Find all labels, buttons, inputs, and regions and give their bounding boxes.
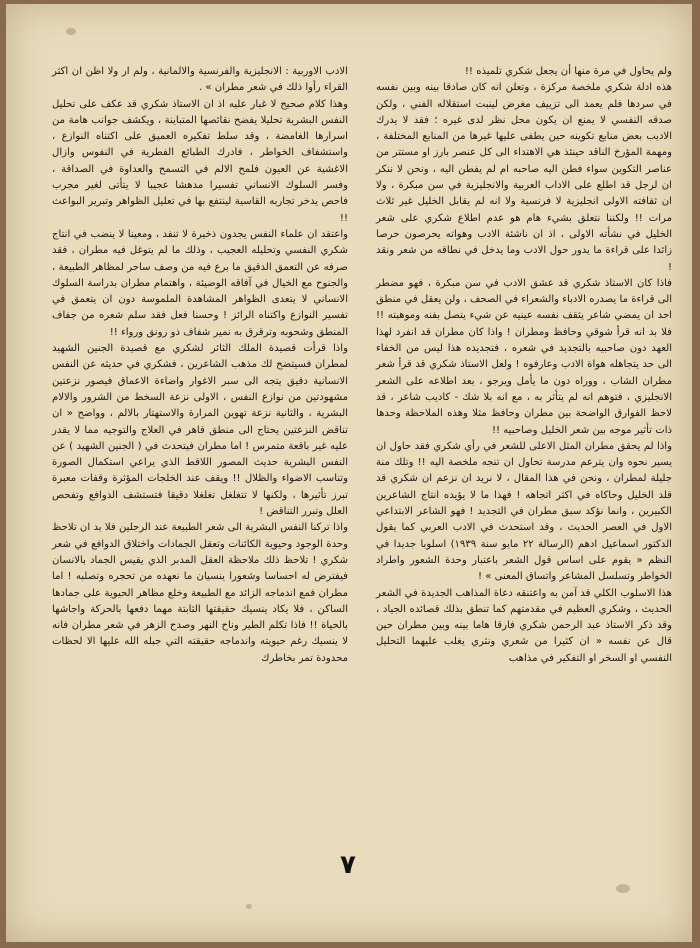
paragraph: هذا الاسلوب الكلي قد آمن به واعتنقه دعاة المذاهب الجديدة في الشعر الحديث ، وشكري العظيم في مقدمتهم كما تنطق بذلك قصائده الجياد ، وقد ذكر الاستاذ عبد الرحمن شكري فارقا هاما بينه وبين مطران حين قال عن نفسه « ان كثيرا من شعري ونثري يغلب عليهما التحليل النفسي او السخر او التفكير في مذاهب	[376, 587, 672, 664]
paragraph: فاذا كان الاستاذ شكري قد عشق الادب في سن مبكرة ، فهو مضطر الى قراءة ما يصدره الادباء والشعراء في الصحف ، ولن يعقل في منطق احد ان يمضي شاعر يثقف نفسه عينيه عن شيء يتصل بفنه وموهبته !! فلا بد انه قرأ شوقي وحافظ ومطران ! واذا كان مطران قد انفرد لهذا العهد دون صاحبيه بالتجديد في شعره ، فتجديده هذا ليس من الخفاء الى حد يتجاهله هواة الادب وعارفوه ! ولعل الاستاذ شكري قد قرأ شعر مطران الشاب ، ووراه دون ما يأمل ويرجو ، بعد اطلاعه على الشعر الانجليزي ، فتوهم انه لم يتأثر به ، مع انه بلا شك - كاديب شاعر ، قد لاحظ الفوارق الواضحة بين مطران وحافظ مثلا وهذه الملاحظة وحدها ذات تأثير موجه بين شعر الخليل وصاحبيه !!	[376, 277, 672, 436]
magazine-page	[6, 4, 692, 942]
paragraph: هذه ادلة شكري ملخصة مركزة ، وتعلن انه كان صادقا بينه وبين نفسه في سردها فلم يعمد الى تزييف مغرض لينبت استقلاله الفني ، ولكن صدقه النفسي لا يمنع ان يكون محل نظر لدى غيره ؛ فقد لا يدرك الاديب بعض منابع تكوينه حين يطفى عليها غيرها من المنابع المختلفة ، ومهمة المؤرخ الناقد حينئذ هي الاهتداء الى كل عنصر بارز او مستتر من عناصر التكوين سواء فطن اليه صاحبه ام لم يفطن اليه ، ونحن لا ننكر ان لرجل قد اطلع على الاداب العربية والانجليزية في سن مبكرة ، ولا ان ثقافته الاولى انجليزية لا فرنسية ولا انه لم يقابل الخليل غير ثلاث مرات !! ولكننا نتعلق بشيء هام هو عدم اطلاع شكري على شعر الخليل في نشأته الاولى ، اذ ان ناشئة الادب وهواته يحرصون حرصا زائدا على قراءة ما يدور حول الادب وما يدخل في نطاقه من شعر ونقد !	[376, 82, 672, 273]
paper-stain	[66, 28, 76, 35]
paragraph: واذا تركنا النفس البشرية الى شعر الطبيعة عند الرجلين فلا بد ان تلاحظ وحدة الوجود وحيوية الكائنات وتعقل الجمادات واختلاق الدوافع في شعر شكري ! تلاحظ ذلك ملاحظة العقل المدبر الذي يقيس الجماد بالانسان فيفترض له احساسا وشعورا ينسيان ما نعهده من تحجره وتصلبه ! اما مطران فمع اندماجه الزائد مع الطبيعة وخلع مظاهر الحيوية على جمادها الساكن ، فلا يكاد ينسيك حقيقتها الثابتة مهما دفعها بالحركة واجاشها بالحياة !! فاذا تكلم الطير وناح النهر وصدح الزهر في شعر مطران فانه لا ينسيك رغم حيويته واندماجه حقيقته التي جبله الله عليها الا لحظات محدودة تمر بخاطرك	[52, 522, 348, 664]
paper-stain	[246, 904, 252, 909]
paragraph: الادب الاوربية : الانجليزية والفرنسية والالمانية ، ولم ار ولا اظن ان اكثر القراء رأوا ذلك في شعر مطران » .	[52, 66, 348, 94]
paragraph: واعتقد ان علماء النفس يجدون ذخيرة لا تنفد ، ومعينا لا ينضب في انتاج شكري النفسي وتحليله العجيب ، وذلك ما لم يتوغل فيه مطران ، فقد صرفه عن التعمق الدقيق ما برع فيه من وصف ساحر لمظاهر الطبيعة ، والجنوح مع الخيال في آفاقه الوضيئة ، واهتمام مطران بدراسة السلوك الانساني لا يتعدى الظواهر المشاهدة الملموسة دون ان يتعمق في تفسير النوازع واكتناه الرائز ! وحسنا فعل فقد سلم شعره من جفاف المنطق وشحوبه وترقرق به نمير شفاف ذو رونق ورواء !!	[52, 228, 348, 338]
right-text-column	[376, 64, 672, 667]
page-number: ٧	[340, 850, 356, 880]
left-text-column	[52, 64, 348, 667]
paragraph: ولم يحاول في مرة منها أن يجعل شكري تلميذه !!	[464, 66, 672, 77]
paragraph: واذا لم يحقق مطران المثل الاعلى للشعر في رأي شكري فقد حاول ان يسير نحوه وان يترعم مدرسة تحاول ان تنجه ملخصة اليه !! وتلك منة جليلة لمطران ، ونحن في هذا المقال ، لا نريد ان نزعم ان شكري قد قلد الخليل وحاكاه في اكثر اتجاهه ! فهذا ما لا يؤيده انتاج الشاعرين الكبيرين ، وانما نؤكد سبق مطران في التجديد ! فهو الشاعر الابتداعي الاول في العصر الحديث ، وقد استحدث في الادب العربي كما يقول الدكتور اسماعيل ادهم (الرسالة ٢٢ مايو سنة ١٩٣٩) اسلوبا جديدا في النظم « يقوم على اساس قول الشعر باعتبار وحدة الشعور واطراد الخواطر وتسلسل المشاعر واتساق المعنى » !	[376, 440, 672, 583]
paragraph: واذا قرأت قصيدة الملك الثائر لشكري مع قصيدة الجنين الشهيد لمطران فسيتضح لك مذهب الشاعرين ، فشكري في حديثه عن النفس الانسانية دقيق يتجه الى سبر الاغوار واضاءة الاعماق فيصور نزعتين مشهودتين من نوازع النفس ، الاولى نزعة السخط من الشرور والالام البشرية ، والثانية نزعة تهوين المرارة والاستهتار بالالم ، وواضح « ان تناقض النزعتين يحتاج الى منطق قاهر في العلاج والتوجيه مما لا يقدر عليه غير باقعة متمرس ! اما مطران فيتحدث في ( الجنين الشهيد ) عن النفس البشرية حديث المصور اللاقط الذي يراعي استكمال الصورة وتناسب الاضواء والظلال !! ويقف عند الخلجات المؤثرة وقفات معبرة تبرز تأثيرها ، ولكنها لا تتغلغل تغلغلا دقيقا فتستشف الدوافع وتفحص العلل وتبرر التناقض !	[52, 343, 348, 518]
paragraph: وهذا كلام صحيح لا غبار عليه اذ ان الاستاذ شكري قد عكف على تحليل النفس البشرية تحليلا يفضح نقائصها المتباينة ، ويكشف جوانب هامة من اسرارها الغامضة ، وقد سلط تفكيره العميق على اكتناه النوازع ، واستشفاف الخواطر ، فادرك الطبائع الفطرية في النفوس وازال الاغشية عن العيون فلمح الالم في التسمح والعداوة في الصداقة ، وفسر السلوك الانساني تفسيرا مدهشا عجيبا لا يتأتى لغير مجرب فاحص يدخر تجاربه القاسية لينتفع بها في تعليل الظواهر وتبرير البواعث !!	[52, 98, 348, 224]
paper-stain	[616, 884, 630, 893]
